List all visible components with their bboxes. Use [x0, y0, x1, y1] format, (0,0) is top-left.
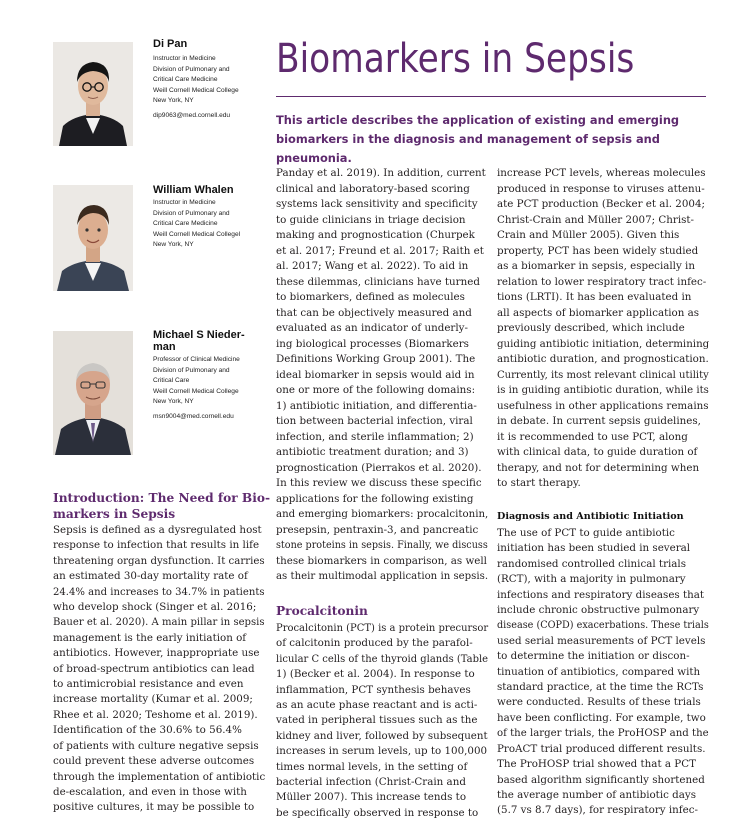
- text-line: of the larger trials, the ProHOSP and the: [497, 727, 709, 740]
- text-line: management is the early initiation of: [53, 631, 247, 644]
- text-line: property, PCT has been widely studied: [497, 244, 699, 257]
- text-line: based algorithm significantly shortened: [497, 773, 705, 786]
- text-line: randomised controlled clinical trials: [497, 557, 687, 570]
- intro-body: [53, 523, 265, 816]
- text-line: of patients with culture negative sepsis: [53, 739, 259, 752]
- text-line: times normal levels, in the setting of: [276, 760, 468, 773]
- text-line: ate PCT production (Becker et al. 2004;: [497, 198, 705, 210]
- text-line: evaluated as an indicator of underly-: [276, 322, 468, 334]
- text-line: usefulness in other applications remains: [497, 399, 709, 412]
- text-line: inflammation, PCT synthesis behaves: [276, 683, 471, 696]
- text-line: Panday et al. 2019). In addition, current: [276, 167, 486, 179]
- text-line: all aspects of biomarker application as: [497, 306, 700, 319]
- affiliation-line: Weill Cornell Medical Collegel: [153, 230, 241, 238]
- middle-body: [276, 166, 488, 585]
- text-line: Rhee et al. 2020; Teshome et al. 2019).: [53, 708, 258, 721]
- text-line: it is recommended to use PCT, along: [497, 430, 688, 443]
- text-line: Müller 2007). This increase tends to: [276, 791, 467, 804]
- text-line: clinical and laboratory-based scoring: [276, 182, 470, 195]
- text-line: who develop shock (Singer et al. 2016;: [53, 601, 257, 614]
- text-line: positive cultures, it may be possible to: [53, 801, 255, 814]
- text-line: Identification of the 30.6% to 56.4%: [53, 724, 242, 737]
- author-affiliation: [153, 355, 240, 423]
- text-line: Definitions Working Group 2001). The: [276, 353, 476, 365]
- text-line: increase mortality (Kumar et al. 2009;: [53, 693, 253, 706]
- text-line: relation to lower respiratory tract infec-: [497, 275, 707, 288]
- text-line: standard practice, at the time the RCTs: [497, 681, 704, 694]
- text-line: the average number of antibiotic days: [497, 788, 696, 801]
- intro-heading-line: markers in Sepsis: [53, 507, 176, 521]
- affiliation-line: Division of Pulmonary and: [153, 209, 230, 217]
- text-line: systems lack sensitivity and specificity: [276, 198, 478, 210]
- author-photo-di-pan: [53, 42, 133, 146]
- diagnosis-heading: Diagnosis and Antibiotic Initiation: [497, 511, 684, 522]
- text-line: increase PCT levels, whereas molecules: [497, 167, 706, 179]
- author-photo-william-whalen: [53, 185, 133, 291]
- affiliation-line: Instructor in Medicine: [153, 55, 216, 62]
- text-line: be specifically observed in response to: [276, 806, 479, 819]
- affiliation-line: Critical Care Medicine: [153, 76, 218, 84]
- text-line: these biomarkers in comparison, as well: [276, 554, 487, 567]
- author-affiliation: [153, 54, 239, 122]
- text-line: ideal biomarker in sepsis would aid in: [276, 368, 475, 381]
- text-line: to start therapy.: [497, 477, 581, 489]
- text-line: previously described, which include: [497, 322, 685, 334]
- text-line: an estimated 30-day mortality rate of: [53, 570, 248, 583]
- text-line: through the implementation of antibiotic: [53, 770, 266, 783]
- affiliation-line: Professor of Clinical Medicine: [153, 356, 240, 363]
- text-line: et al. 2017; Freund et al. 2017; Raith et: [276, 244, 484, 257]
- text-line: prognostication (Pierrakos et al. 2020).: [276, 461, 482, 474]
- affiliation-line: Critical Care: [153, 377, 190, 385]
- author-affiliation: [153, 198, 240, 251]
- text-line: to antimicrobial resistance and even: [53, 678, 244, 691]
- article-title: Biomarkers in Sepsis: [276, 36, 635, 82]
- text-line: Procalcitonin (PCT) is a protein precursor: [276, 622, 489, 634]
- text-line: as their multimodal application in sepsis.: [276, 570, 489, 582]
- text-line: have been conflicting. For example, two: [497, 711, 706, 724]
- text-line: response to infection that results in life: [53, 539, 260, 552]
- text-line: Currently, its most relevant clinical utility: [497, 368, 709, 381]
- text-line: these dilemmas, clinicians have turned: [276, 275, 480, 288]
- text-line: making and prognostication (Churpek: [276, 229, 475, 241]
- text-line: therapy, and not for determining when: [497, 461, 700, 474]
- text-line: Crain and Müller 2005). Given this: [497, 229, 680, 241]
- text-line: Christ-Crain and Müller 2007; Christ-: [497, 213, 695, 226]
- text-line: The ProHOSP trial showed that a PCT: [497, 758, 696, 771]
- title-divider: [276, 96, 706, 97]
- text-line: 1) antibiotic initiation, and differentia-: [276, 399, 477, 412]
- intro-heading-line: Introduction: The Need for Bio-: [53, 491, 271, 505]
- text-line: 24.4% and increases to 34.7% in patients: [53, 585, 265, 598]
- affiliation-line: Instructor in Medicine: [153, 199, 216, 206]
- text-line: licular C cells of the thyroid glands (Table: [276, 652, 489, 665]
- article-lead: This article describes the application of existing and emerging biomarkers in the diagnosis and management of sepsis and pneumonia.: [276, 113, 680, 165]
- intro-heading: [53, 490, 270, 522]
- affiliation-line: Division of Pulmonary and: [153, 65, 230, 73]
- text-line: of broad-spectrum antibiotics can lead: [53, 662, 255, 675]
- author-name-line: man: [153, 341, 176, 353]
- text-line: Sepsis is defined as a dysregulated host: [53, 524, 262, 536]
- text-line: antibiotics. However, inappropriate use: [53, 647, 260, 660]
- text-line: could prevent these adverse outcomes: [53, 755, 255, 768]
- text-line: applications for the following existing: [276, 492, 474, 505]
- text-line: produced in response to viruses attenu-: [497, 182, 705, 195]
- text-line: antibiotic duration, and prognostication.: [497, 353, 709, 365]
- affiliation-line: New York, NY: [153, 97, 194, 105]
- text-line: ing biological processes (Biomarkers: [276, 337, 469, 350]
- text-line: to determine the initiation or discon-: [497, 650, 690, 663]
- author-name: William Whalen: [153, 184, 234, 196]
- author-name-line: Michael S Nieder-: [153, 329, 245, 341]
- author-name: Di Pan: [153, 38, 188, 50]
- text-line: and emerging biomarkers: procalcitonin,: [276, 508, 489, 520]
- diagnosis-body: [497, 526, 709, 819]
- procalcitonin-heading: Procalcitonin: [276, 604, 368, 618]
- right-body: [497, 166, 709, 492]
- text-line: were conducted. Results of these trials: [497, 696, 701, 709]
- text-line: bacterial infection (Christ-Crain and: [276, 776, 466, 789]
- text-line: infections and respiratory diseases that: [497, 588, 705, 601]
- text-line: as a biomarker in sepsis, especially in: [497, 260, 695, 272]
- text-line: (5.7 vs 8.7 days), for respiratory infec-: [497, 804, 698, 817]
- text-line: one or more of the following domains:: [276, 384, 476, 396]
- text-line: ProACT trial produced different results.: [497, 742, 706, 755]
- text-line: vated in peripheral tissues such as the: [276, 714, 478, 727]
- text-line: include chronic obstructive pulmonary: [497, 604, 700, 617]
- affiliation-line: Critical Care Medicine: [153, 220, 218, 228]
- affiliation-line: New York, NY: [153, 398, 194, 406]
- text-line: antibiotic treatment duration; and 3): [276, 446, 469, 458]
- text-line: presepsin, pentraxin-3, and pancreatic: [276, 523, 479, 536]
- text-line: disease (COPD) exacerbations. These trials: [497, 619, 709, 632]
- text-line: that can be objectively measured and: [276, 306, 472, 319]
- text-line: The use of PCT to guide antibiotic: [497, 527, 675, 539]
- author-email[interactable]: dip9063@med.cornell.edu: [153, 111, 231, 119]
- text-line: de-escalation, and even in those with: [53, 785, 247, 798]
- text-line: of calcitonin produced by the parafol-: [276, 637, 473, 650]
- text-line: al. 2017; Wang et al. 2022). To aid in: [276, 260, 469, 272]
- affiliation-line: Weill Cornell Medical College: [153, 387, 239, 395]
- text-line: infection, and sterile inflammation; 2): [276, 430, 474, 443]
- text-line: initiation has been studied in several: [497, 542, 691, 555]
- text-line: increases in serum levels, up to 100,000: [276, 745, 488, 758]
- affiliation-line: Division of Pulmonary and: [153, 366, 230, 374]
- affiliation-line: New York, NY: [153, 241, 194, 249]
- text-line: tions (LRTI). It has been evaluated in: [497, 291, 692, 303]
- author-email[interactable]: msn9004@med.cornell.edu: [153, 412, 234, 420]
- author-name: [153, 329, 245, 353]
- text-line: is in guiding antibiotic duration, while its: [497, 384, 709, 396]
- text-line: tinuation of antibiotics, compared with: [497, 665, 701, 678]
- text-line: with clinical data, to guide duration of: [497, 446, 698, 458]
- text-line: In this review we discuss these specific: [276, 477, 482, 489]
- text-line: to guide clinicians in triage decision: [276, 213, 466, 226]
- author-photo-michael-niederman: [53, 331, 133, 455]
- text-line: guiding antibiotic initiation, determining: [497, 337, 710, 350]
- text-line: (RCT), with a majority in pulmonary: [497, 573, 686, 586]
- text-line: to biomarkers, defined as molecules: [276, 291, 465, 303]
- text-line: stone proteins in sepsis. Finally, we discuss: [276, 539, 488, 551]
- text-line: kidney and liver, followed by subsequent: [276, 729, 488, 742]
- text-line: tion between bacterial infection, viral: [276, 415, 473, 427]
- text-line: 1) (Becker et al. 2004). In response to: [276, 668, 475, 681]
- procalcitonin-body: [276, 621, 488, 821]
- text-line: as an acute phase reactant and is acti-: [276, 699, 478, 712]
- text-line: Bauer et al. 2020). A main pillar in sepsis: [53, 616, 265, 629]
- affiliation-line: Weill Cornell Medical College: [153, 86, 239, 94]
- text-line: threatening organ dysfunction. It carries: [53, 554, 265, 567]
- text-line: used serial measurements of PCT levels: [497, 634, 706, 647]
- text-line: in debate. In current sepsis guidelines,: [497, 415, 701, 427]
